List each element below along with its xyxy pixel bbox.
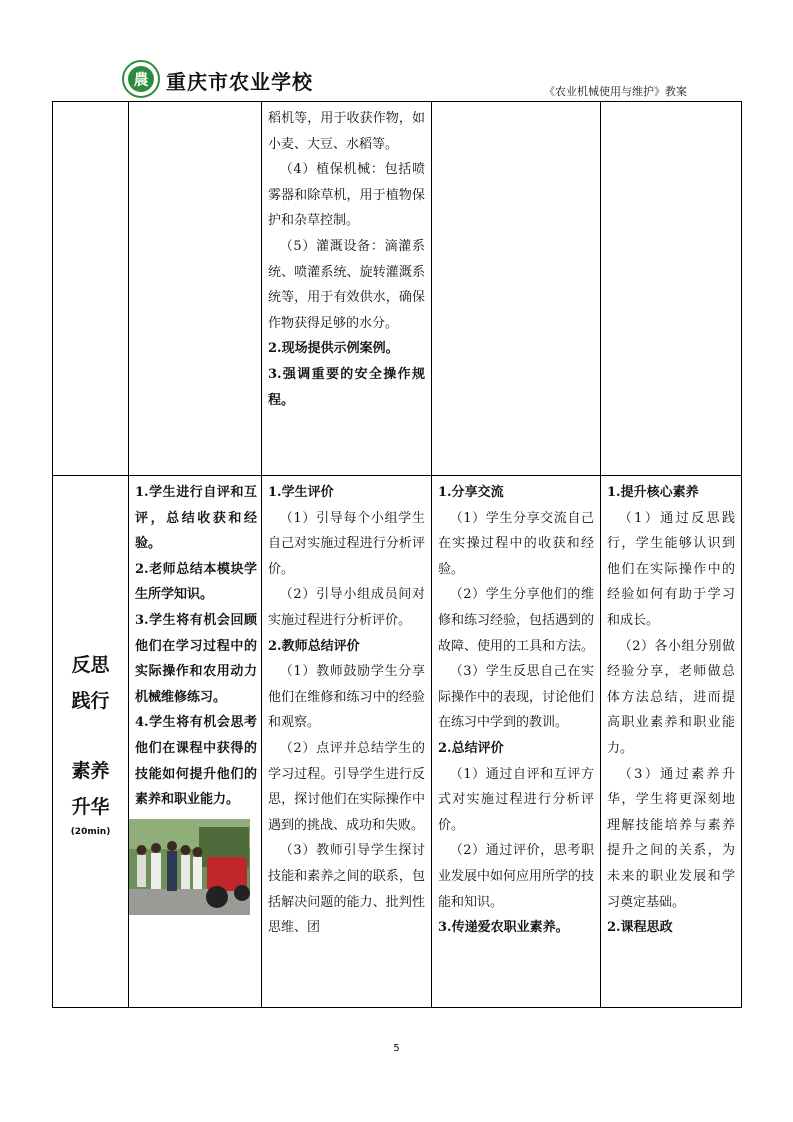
student-activity-cell-empty (129, 102, 262, 476)
design-intent-cell (601, 476, 742, 1008)
page-number: 5 (393, 1043, 400, 1054)
design-intent-cell-empty (601, 102, 742, 476)
teacher-activity-cell (262, 476, 432, 1008)
student-learning-content (432, 476, 600, 943)
table-row (53, 102, 742, 476)
school-logo-icon (122, 60, 160, 98)
paragraph: 2.教师总结评价 (268, 638, 360, 654)
student-learning-cell-empty (432, 102, 601, 476)
stage-title-line1: 反思 (71, 653, 110, 676)
stage-title-line2: 践行 (71, 689, 110, 712)
paragraph: （3）学生反思自己在实际操作中的表现，讨论他们在练习中学到的教训。 (438, 664, 595, 731)
student-activity-content (129, 476, 261, 815)
paragraph: （1）通过反思践行，学生能够认识到他们在实际操作中的经验如何有助于学习和成长。 (607, 510, 735, 628)
paragraph: 1.学生评价 (268, 485, 334, 500)
design-intent-content (601, 476, 741, 943)
teacher-activity-cell (262, 102, 432, 476)
paragraph: 1.提升核心素养 (607, 485, 699, 500)
paragraph: （2）通过评价，思考职业发展中如何应用所学的技能和知识。 (438, 843, 595, 910)
teacher-activity-content (262, 476, 431, 943)
paragraph: 3.学生将有机会回顾他们在学习过程中的实际操作和农用动力机械维修练习。 (135, 612, 257, 705)
paragraph: 2.现场提供示例案例。 (268, 341, 399, 357)
paragraph: （5）灌溉设备：滴灌系统、喷灌系统、旋转灌溉系统等，用于有效供水，确保作物获得足够的水分。 (268, 238, 425, 331)
class-photo (129, 819, 250, 915)
page-header (122, 58, 687, 102)
paragraph: （4）植保机械：包括喷雾器和除草机，用于植物保护和杂草控制。 (268, 162, 425, 229)
paragraph: （1）学生分享交流自己在实操过程中的收获和经验。 (438, 510, 594, 577)
teacher-activity-content (262, 102, 431, 415)
paragraph: 稻机等，用于收获作物，如小麦、大豆、水稻等。 (268, 111, 425, 152)
paragraph: 2.老师总结本模块学生所学知识。 (135, 561, 257, 603)
paragraph: 2.课程思政 (607, 920, 673, 936)
paragraph: （2）点评并总结学生的学习过程。引导学生进行反思，探讨他们在实际操作中遇到的挑战、成功和失败。 (268, 740, 425, 833)
lesson-plan-table (52, 101, 742, 1008)
student-learning-cell (432, 476, 601, 1008)
paragraph: 4.学生将有机会思考他们在课程中获得的技能如何提升他们的素养和职业能力。 (135, 715, 257, 808)
paragraph: 3.强调重要的安全操作规程。 (268, 366, 425, 408)
paragraph: （2）各小组分别做经验分享，老师做总体方法总结，进而提高职业素养和职业能力。 (607, 638, 735, 756)
paragraph: （3）教师引导学生探讨技能和素养之间的联系，包括解决问题的能力、批判性思维、团 (268, 843, 425, 936)
school-name: 重庆市农业学校 (166, 70, 313, 94)
paragraph: 2.总结评价 (438, 740, 504, 756)
student-activity-cell (129, 476, 262, 1008)
table-row (53, 476, 742, 1008)
stage-cell (53, 476, 129, 1008)
paragraph: （2）学生分享他们的维修和练习经验，包括遇到的故障、使用的工具和方法。 (438, 587, 595, 654)
stage-title-line3: 素养 (71, 759, 110, 782)
stage-cell-empty (53, 102, 129, 476)
paragraph: 1.学生进行自评和互评，总结收获和经验。 (135, 485, 257, 552)
stage-duration: (20min) (70, 826, 111, 837)
paragraph: （1）引导每个小组学生自己对实施过程进行分析评价。 (268, 510, 425, 577)
paragraph: （1）教师鼓励学生分享他们在维修和练习中的经验和观察。 (268, 664, 425, 731)
document-title: 《农业机械使用与维护》教案 (544, 85, 687, 98)
paragraph: （3）通过素养升华，学生将更深刻地理解技能培养与素养提升之间的关系，为未来的职业发展和学习奠定基础。 (607, 766, 735, 910)
paragraph: 3.传递爱农职业素养。 (438, 920, 569, 936)
logo-glyph: 農 (133, 70, 149, 89)
paragraph: （2）引导小组成员间对实施过程进行分析评价。 (268, 587, 425, 628)
paragraph: （1）通过自评和互评方式对实施过程进行分析评价。 (438, 766, 594, 833)
stage-title-line4: 升华 (71, 795, 110, 818)
paragraph: 1.分享交流 (438, 485, 504, 500)
